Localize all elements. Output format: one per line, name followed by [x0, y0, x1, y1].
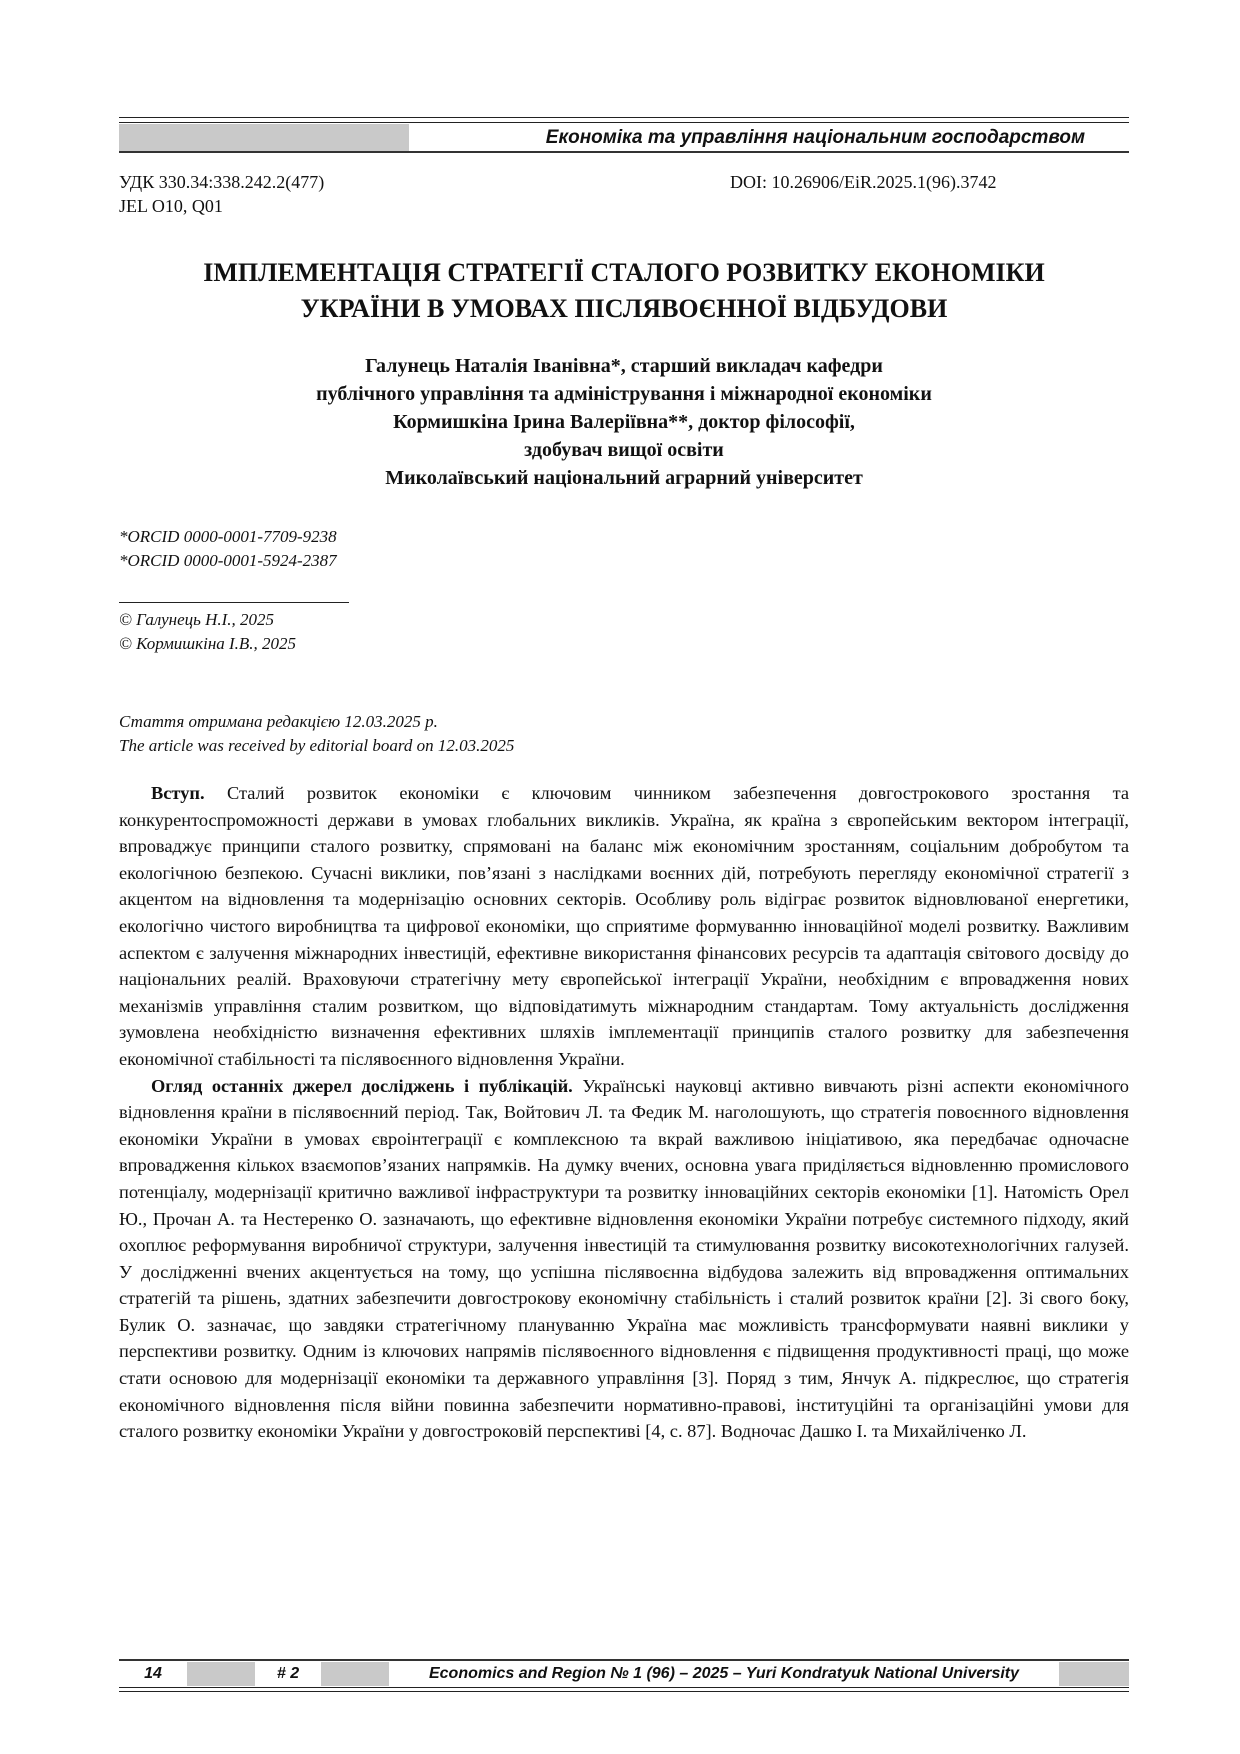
copyright-2: © Кормишкіна І.В., 2025: [119, 634, 297, 653]
running-header: [119, 124, 1129, 151]
introduction-text: Сталий розвиток економіки є ключовим чинником забезпечення довгострокового зростання та конкурентоспроможності держави в умовах глобальних викликів. Україна, як країна з європейським вектором інтеграції, впроваджує принципи сталого розвитку, спрямовані на баланс між економічним зростанням, соціальним добробутом та екологічною безпекою. Сучасні виклики, пов’язані з наслідками воєнних дій, потребують перегляду економічної стратегії з акцентом на відновлення та модернізацію основних секторів. Особливу роль відіграє розвиток відновлюваної енергетики, екологічно чистого виробництва та цифрової економіки, що сприятиме формуванню інноваційної моделі розвитку. Важливим аспектом є залучення міжнародних інвестицій, ефективне використання фінансових ресурсів та адаптація світового досвіду до національних реалій. Враховуючи стратегічну мету європейської інтеграції України, необхідним є впровадження нових механізмів управління сталим розвитком, що відповідатимуть міжнародним стандартам. Тому актуальність дослідження зумовлена необхідністю визначення ефективних шляхів імплементації принципів сталого розвитку для забезпечення економічної стабільності та післявоєнного відновлення України.: [119, 783, 1129, 1069]
orcid-2[interactable]: *ORCID 0000-0001-5924-2387: [119, 551, 337, 570]
footer-double-rule: [119, 1687, 1129, 1692]
paragraph-introduction: [119, 780, 1129, 1073]
jel-code: JEL O10, Q01: [119, 196, 223, 216]
footer-gray-block-1: [187, 1662, 255, 1686]
received-en: The article was received by editorial board on 12.03.2025: [119, 736, 515, 755]
heading-literature-review: Огляд останніх джерел досліджень і публікацій.: [151, 1075, 573, 1096]
literature-review-text: Українські науковці активно вивчають різні аспекти економічного відновлення країни в післявоєнний період. Так, Войтович Л. та Федик М. наголошують, що стратегія повоєнного відновлення економіки України в умовах євроінтеграції є комплексною та вкрай важливою ініціативою, яка передбачає одночасне впровадження кількох взаємопов’язаних напрямків. На думку вчених, основна увага приділяється відновленню промислового потенціалу, модернізації критично важливої інфраструктури та розвитку інноваційних секторів економіки [1]. Натомість Орел Ю., Прочан А. та Нестеренко О. зазначають, що ефективне відновлення економіки України потребує системного підходу, який охоплює реформування виробничої структури, залучення інвестицій та стимулювання розвитку високотехнологічних галузей. У дослідженні вчених акцентується на тому, що успішна післявоєнна відбудова залежить від впровадження оптимальних стратегій та рішень, здатних забезпечити довгострокову економічну стабільність і сталий розвиток країни [2]. Зі свого боку, Булик О. зазначає, що завдяки стратегічному плануванню Україна має можливість трансформувати наявні виклики у перспективи розвитку. Одним із ключових напрямів післявоєнного відновлення є підвищення продуктивності праці, що може стати основою для модернізації економіки та державного управління [3]. Поряд з тим, Янчук А. підкреслює, що стратегія економічного відновлення після війни повинна забезпечити нормативно-правові, інституційні та організаційні умови для сталого розвитку економіки України у довгостроковій перспективі [4, с. 87]. Водночас Дашко І. та Михайліченко Л.: [119, 1075, 1129, 1442]
article-title: [119, 255, 1129, 327]
footnote-divider: [119, 602, 349, 603]
issue-number: # 2: [255, 1662, 321, 1686]
header-double-rule: [119, 117, 1129, 123]
running-footer: [119, 1662, 1129, 1686]
received-ua: Стаття отримана редакцією 12.03.2025 р.: [119, 712, 438, 731]
footer-gray-block-2: [321, 1662, 389, 1686]
orcid-1[interactable]: *ORCID 0000-0001-7709-9238: [119, 527, 337, 546]
author-block: [119, 352, 1129, 492]
article-title-line-2: УКРАЇНИ В УМОВАХ ПІСЛЯВОЄННОЇ ВІДБУДОВИ: [300, 294, 948, 323]
journal-section-title: Економіка та управління національним господарством: [545, 127, 1085, 148]
orcid-block: [119, 525, 337, 573]
author-line-4: здобувач вищої освіти: [524, 439, 724, 461]
author-line-1: Галунець Наталія Іванівна*, старший викладач кафедри: [365, 355, 883, 377]
doi-link[interactable]: DOI: 10.26906/EiR.2025.1(96).3742: [730, 172, 997, 192]
footer-top-rule: [119, 1659, 1129, 1661]
journal-citation: Economics and Region № 1 (96) – 2025 – Yuri Kondratyuk National University: [389, 1662, 1059, 1686]
heading-introduction: Вступ.: [151, 783, 205, 803]
author-line-3: Кормишкіна Ірина Валеріївна**, доктор філософії,: [393, 411, 855, 433]
received-date-block: [119, 710, 514, 758]
header-underline: [119, 151, 1129, 153]
paragraph-literature-review: [119, 1073, 1129, 1445]
affiliation: Миколаївський національний аграрний університет: [385, 467, 863, 489]
article-body: [119, 780, 1129, 1445]
udk-code: УДК 330.34:338.242.2(477): [119, 172, 325, 192]
header-gray-block: [119, 124, 409, 151]
article-title-line-1: ІМПЛЕМЕНТАЦІЯ СТРАТЕГІЇ СТАЛОГО РОЗВИТКУ ЕКОНОМІКИ: [203, 258, 1045, 287]
page-number: 14: [119, 1662, 187, 1686]
copyright-block: [119, 608, 296, 656]
footer-gray-block-3: [1059, 1662, 1129, 1686]
copyright-1: © Галунець Н.І., 2025: [119, 610, 275, 629]
author-line-2: публічного управління та адміністрування і міжнародної економіки: [316, 383, 932, 405]
